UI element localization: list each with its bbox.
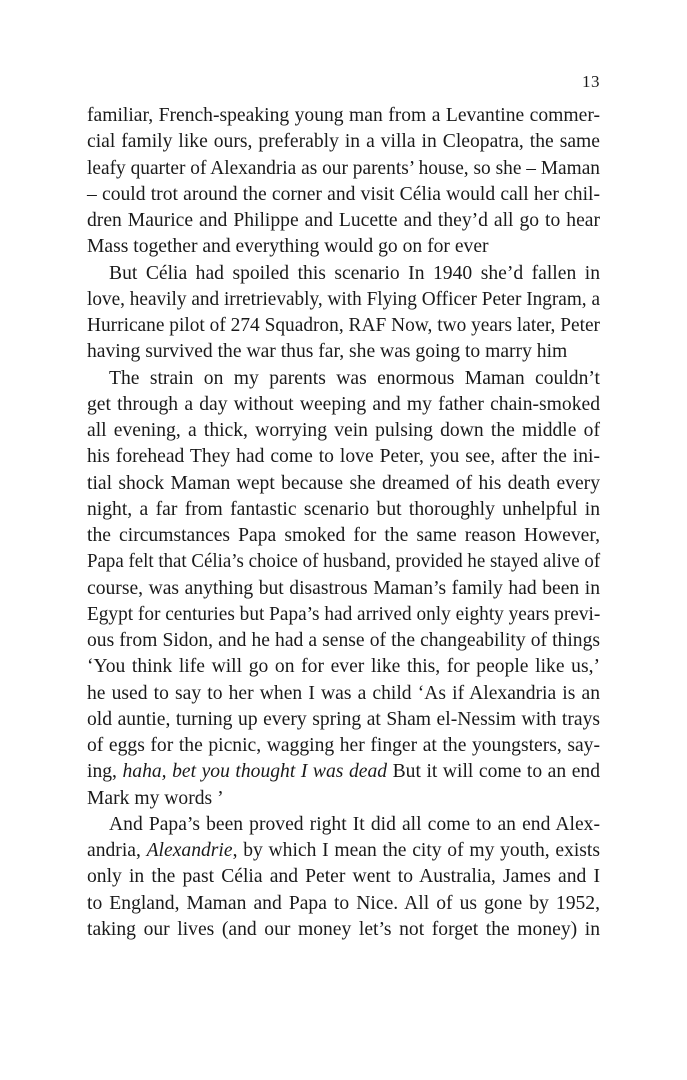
text-line: [87, 759, 600, 785]
text-line: [87, 392, 600, 418]
text-line: [87, 208, 600, 234]
text-segment: ‘You think life will go on for ever like this, for people like us,’: [87, 656, 600, 678]
text-segment: Mass together and everything would go on for ever: [87, 236, 489, 258]
paragraph: [87, 103, 600, 261]
text-segment: to England, Maman and Papa to Nice. All of us gone by 1952,: [87, 892, 600, 914]
text-line: [87, 497, 600, 523]
text-segment: ous from Sidon, and he had a sense of the changeability of things: [87, 630, 600, 651]
text-line: [87, 864, 600, 890]
italic-text: haha, bet you thought I was dead: [122, 761, 388, 783]
text-line: [87, 471, 600, 497]
body-text: [87, 103, 600, 943]
text-line: [87, 628, 600, 654]
text-line: [87, 576, 600, 602]
text-line: [87, 339, 600, 365]
text-line: [87, 838, 600, 864]
text-line: [87, 313, 600, 339]
text-segment: old auntie, turning up every spring at Sham el-Nessim with trays: [87, 708, 600, 730]
text-line: [87, 287, 600, 313]
text-segment: dren Maurice and Philippe and Lucette and they’d all go to hear: [87, 210, 600, 231]
text-line: [87, 681, 600, 707]
text-segment: , by which I mean the city of my youth, exists: [232, 840, 600, 861]
text-segment: Mark my words ’: [87, 787, 224, 809]
text-segment: ing,: [87, 761, 123, 783]
text-segment: And Papa’s been proved right It did all come to an end Alex-: [109, 813, 600, 835]
italic-text: Alexandrie: [146, 840, 233, 861]
text-segment: the circumstances Papa smoked for the same reason However,: [87, 525, 600, 546]
text-segment: But it will come to an end: [387, 761, 600, 783]
text-line: [87, 891, 600, 917]
text-segment: only in the past Célia and Peter went to Australia, James and I: [87, 866, 600, 888]
text-line: [87, 707, 600, 733]
paragraph: [87, 812, 600, 943]
text-line: [87, 549, 600, 575]
text-line: [87, 366, 600, 392]
text-segment: all evening, a thick, worrying vein pulsing down the middle of: [87, 420, 600, 441]
page-number: 13: [582, 72, 600, 91]
text-segment: taking our lives (and our money let’s not forget the money) in: [87, 918, 600, 940]
text-line: [87, 786, 600, 812]
text-line: [87, 654, 600, 680]
text-segment: he used to say to her when I was a child ‘As if Alexandria is an: [87, 682, 600, 704]
text-line: [87, 182, 600, 208]
text-segment: get through a day without weeping and my father chain-smoked: [87, 393, 600, 415]
text-line: [87, 733, 600, 759]
paragraph: [87, 366, 600, 812]
text-segment: night, a far from fantastic scenario but thoroughly unhelpful in: [87, 498, 600, 520]
text-line: [87, 129, 600, 155]
text-line: [87, 261, 600, 287]
text-line: [87, 418, 600, 444]
text-line: [87, 602, 600, 628]
text-segment: familiar, French-speaking young man from a Levantine commer-: [87, 105, 600, 126]
text-segment: cial family like ours, preferably in a villa in Cleopatra, the same: [87, 131, 600, 153]
text-segment: Papa felt that Célia’s choice of husband, provided he stayed alive of: [87, 551, 601, 573]
text-line: [87, 917, 600, 943]
text-line: [87, 812, 600, 838]
paragraph: [87, 261, 600, 366]
text-segment: having survived the war thus far, she was going to marry him: [87, 341, 568, 363]
text-segment: But Célia had spoiled this scenario In 1940 she’d fallen in: [109, 262, 600, 284]
text-segment: leafy quarter of Alexandria as our parents’ house, so she – Maman: [87, 157, 600, 179]
text-line: [87, 156, 600, 182]
text-segment: Egypt for centuries but Papa’s had arrived only eighty years previ-: [87, 603, 601, 625]
text-line: [87, 234, 600, 260]
text-line: [87, 103, 600, 129]
text-segment: The strain on my parents was enormous Maman couldn’t: [109, 367, 600, 389]
text-segment: andria,: [87, 840, 147, 861]
text-segment: Hurricane pilot of 274 Squadron, RAF Now, two years later, Peter: [87, 315, 600, 336]
text-segment: love, heavily and irretrievably, with Flying Officer Peter Ingram, a: [87, 288, 600, 310]
text-segment: tial shock Maman wept because she dreamed of his death every: [87, 472, 600, 494]
text-segment: his forehead They had come to love Peter, you see, after the ini-: [87, 446, 600, 468]
text-segment: of eggs for the picnic, wagging her finger at the youngsters, say-: [87, 735, 600, 756]
text-segment: course, was anything but disastrous Maman’s family had been in: [87, 577, 600, 599]
text-line: [87, 444, 600, 470]
text-segment: – could trot around the corner and visit Célia would call her chil-: [87, 183, 600, 205]
text-line: [87, 523, 600, 549]
